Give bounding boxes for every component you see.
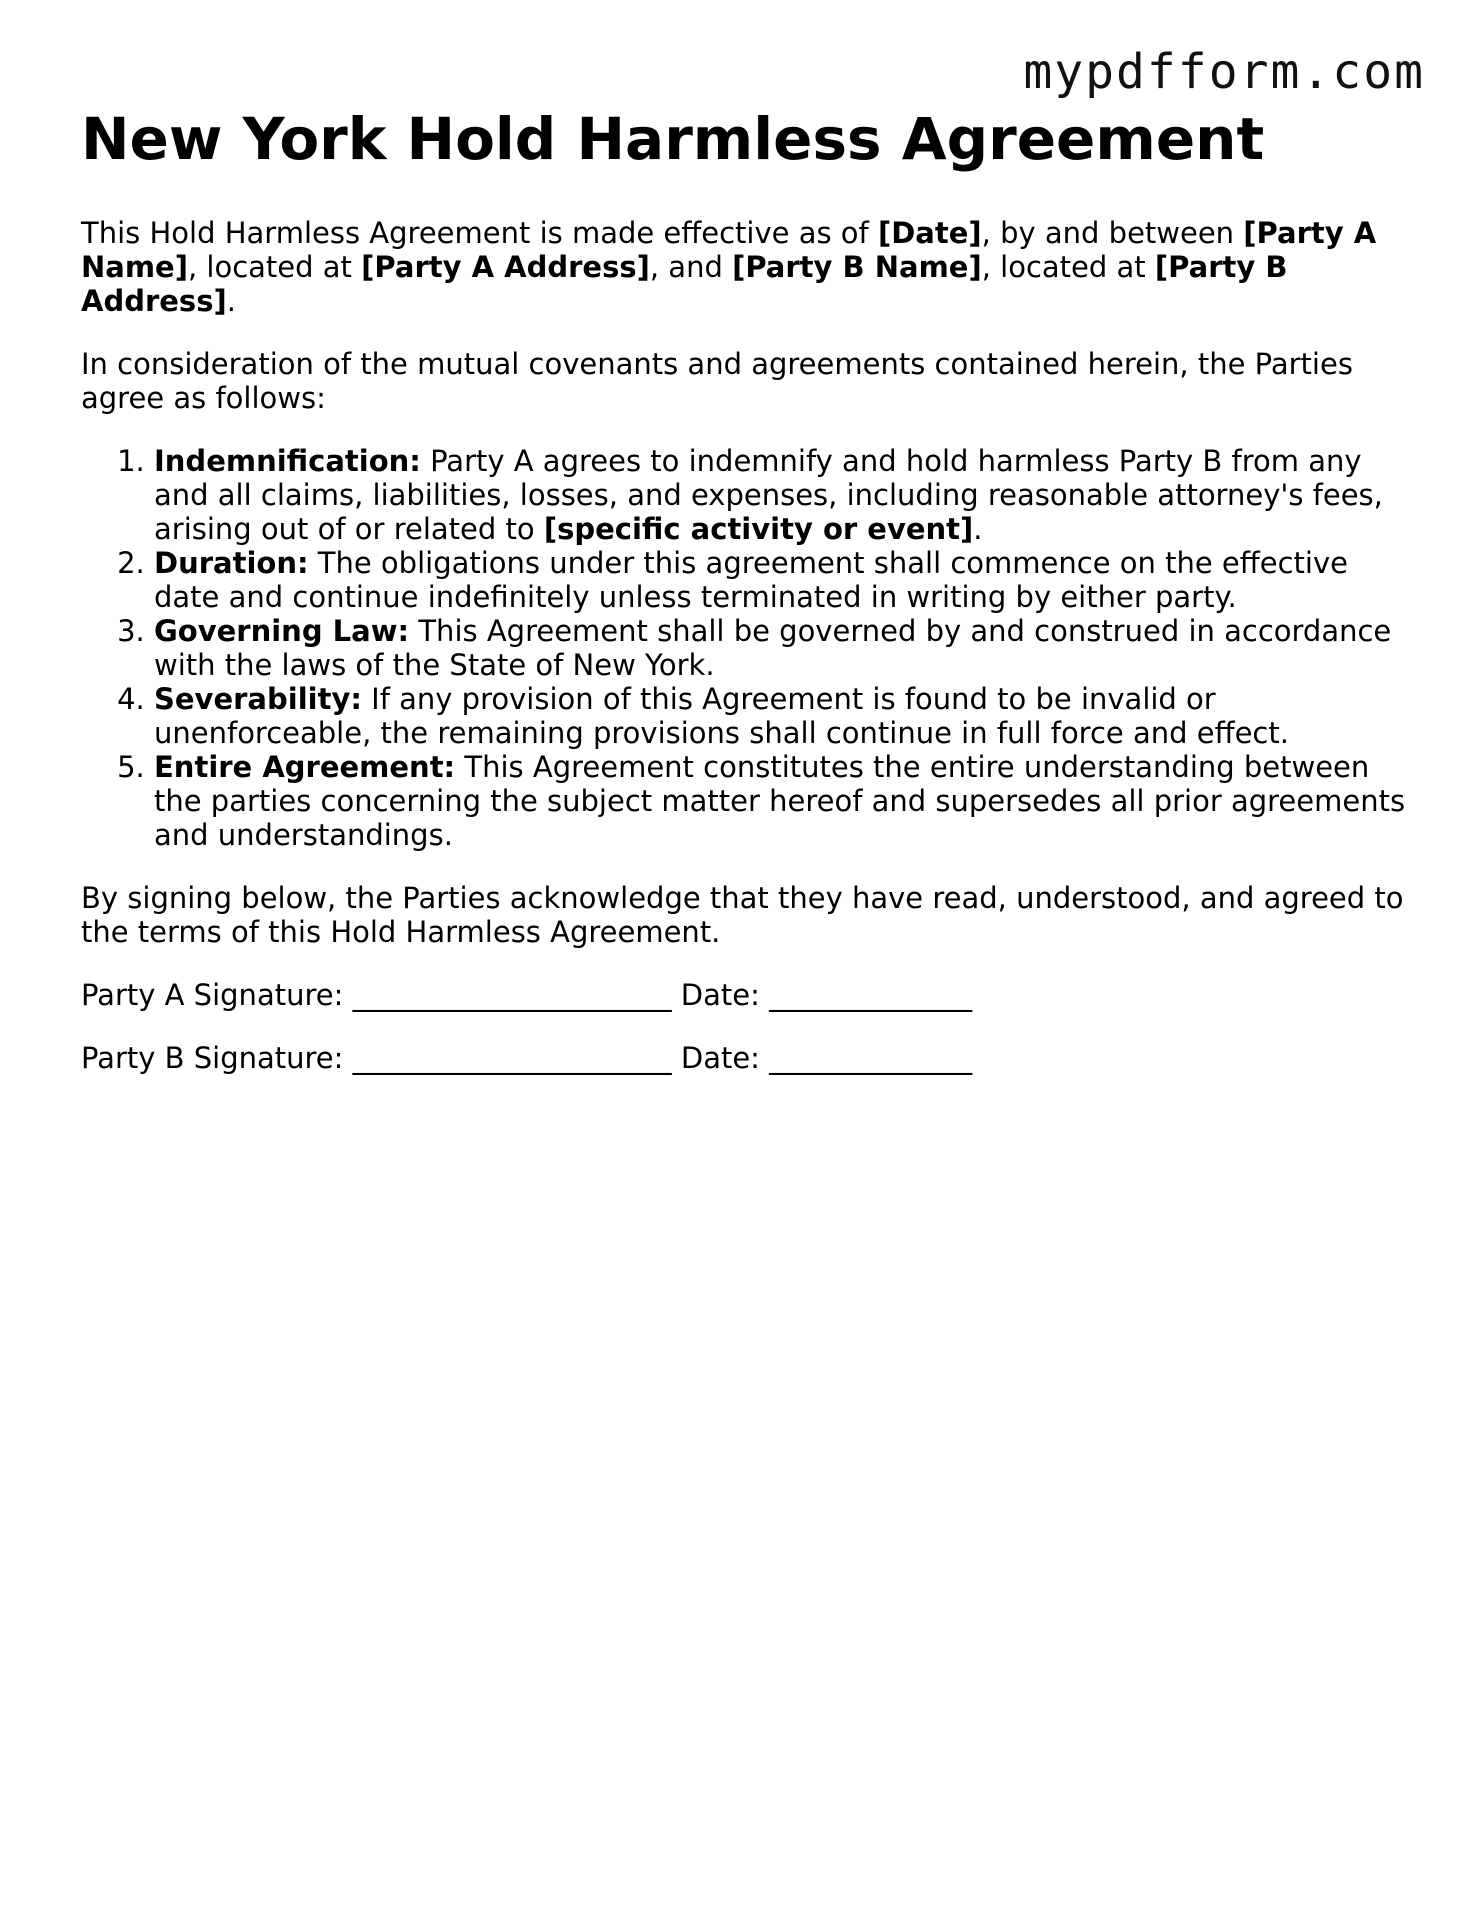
term-item-governing-law <box>154 614 1411 682</box>
document-title: New York Hold Harmless Agreement <box>81 105 1265 173</box>
party-a-signature-line <box>81 978 1411 1012</box>
term-heading: Indemnification: <box>154 444 421 478</box>
document-page <box>81 104 1411 1075</box>
term-heading: Entire Agreement: <box>154 750 456 784</box>
intro-paragraph <box>81 216 1411 318</box>
signature-field[interactable]: ______________________ <box>352 978 672 1012</box>
term-item-severability <box>154 682 1411 750</box>
intro-text: , by and between <box>981 216 1244 250</box>
consideration-paragraph: In consideration of the mutual covenants and agreements contained herein, the Parties agree as follows: <box>81 347 1353 415</box>
date-field[interactable]: ______________ <box>769 1041 973 1075</box>
term-text: Party A agrees to indemnify and hold harmless Party B from any and all claims, liabilities, losses, and expenses, including reasonable attorney's fees, arising out of or related to <box>154 444 1383 546</box>
term-text: This Agreement constitutes the entire understanding between the parties concerning the subject matter hereof and supersedes all prior agreements and understandings. <box>154 750 1406 852</box>
party-b-address-placeholder: [Party B Address] <box>81 250 1288 318</box>
date-label: Date: <box>671 1041 770 1075</box>
intro-text: , located at <box>981 250 1155 284</box>
date-field[interactable]: ______________ <box>769 978 973 1012</box>
term-item-duration <box>154 546 1411 614</box>
signature-field[interactable]: ______________________ <box>352 1041 672 1075</box>
site-watermark: mypdfform.com <box>1023 44 1425 100</box>
activity-placeholder: [specific activity or event] <box>543 512 974 546</box>
acknowledgement-paragraph: By signing below, the Parties acknowledge that they have read, understood, and agreed to the terms of this Hold Harmless Agreement. <box>81 881 1404 949</box>
party-a-name-placeholder: [Party A Name] <box>81 216 1377 284</box>
party-b-name-placeholder: [Party B Name] <box>732 250 982 284</box>
term-text: The obligations under this agreement shall commence on the effective date and continue indefinitely unless terminated in writing by either party. <box>154 546 1348 614</box>
term-heading: Duration: <box>154 546 309 580</box>
party-a-address-placeholder: [Party A Address] <box>361 250 650 284</box>
party-b-signature-line <box>81 1041 1411 1075</box>
signature-label: Party B Signature: <box>81 1041 353 1075</box>
term-text: If any provision of this Agreement is found to be invalid or unenforceable, the remaining provisions shall continue in full force and effect. <box>154 682 1289 750</box>
date-label: Date: <box>671 978 770 1012</box>
intro-text: , and <box>649 250 733 284</box>
term-item-indemnification <box>154 444 1411 546</box>
term-heading: Severability: <box>154 682 362 716</box>
signature-label: Party A Signature: <box>81 978 353 1012</box>
term-text-end: . <box>973 512 983 546</box>
intro-text: This Hold Harmless Agreement is made effective as of <box>81 216 878 250</box>
terms-list <box>81 444 1411 852</box>
term-item-entire-agreement <box>154 750 1411 852</box>
term-text: This Agreement shall be governed by and construed in accordance with the laws of the State of New York. <box>154 614 1392 682</box>
date-placeholder: [Date] <box>877 216 982 250</box>
term-heading: Governing Law: <box>154 614 410 648</box>
intro-text: , located at <box>187 250 362 284</box>
intro-text: . <box>226 284 236 318</box>
